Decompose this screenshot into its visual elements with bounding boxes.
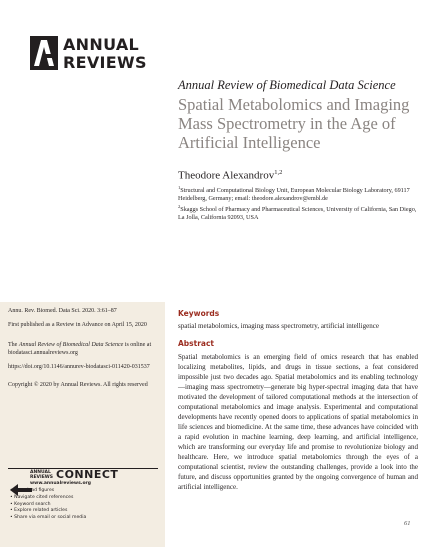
abstract-text: Spatial metabolomics is an emerging field of omics research that has enabled localizing metabolites, lipids, and drugs in tissue sections, a feat considered impossible just two decades ago. Spatial metabolomics and its enabling technology—imaging mass spectrometry—generate big hyper-spectral imaging data that have motivated the development of tailored computational methods at the intersection of computational metabolomics and image analysis. Experimental and computational developments have recently opened doors to applications of spatial metabolomics in life sciences and biomedicine. At the same time, these advances have coincided with a rapid evolution in machine learning, deep learning, and artificial intelligence, which are transforming our everyday life and promise to revolutionize biology and healthcare. Here, we introduce spatial metabolomics through the eyes of a computational scientist, review the outstanding challenges, provide a look into the future, and discuss opportunities granted by the ongoing convergence of human and artificial intelligence.	[178, 353, 418, 491]
first-published: First published as a Review in Advance on April 15, 2020	[8, 322, 147, 328]
author-name: Theodore Alexandrov	[178, 169, 275, 182]
affiliation-2-text: Skaggs School of Pharmacy and Pharmaceutical Sciences, University of California, San Diego, La Jolla, California 92093, USA	[178, 206, 417, 221]
connect-url[interactable]: www.annualreviews.org	[30, 481, 91, 486]
keywords-text: spatial metabolomics, imaging mass spectrometry, artificial intelligence	[178, 322, 379, 330]
connect-item-cited-references[interactable]: • Navigate cited references	[10, 495, 86, 502]
connect-brand-mid: REVIEWS	[30, 475, 53, 480]
annual-reviews-logo-icon	[30, 36, 58, 70]
author-line	[178, 169, 282, 182]
author-affiliation-marks: 1,2	[274, 169, 283, 176]
online-note-suffix: is online at biodatasci.annualreviews.org	[8, 342, 152, 356]
affiliation-2-mark: 2	[178, 204, 181, 209]
online-note-prefix: The	[8, 342, 19, 348]
affiliation-2	[178, 203, 418, 222]
journal-name: Annual Review of Biomedical Data Science	[178, 78, 396, 92]
connect-brand-small	[30, 470, 53, 480]
doi-link[interactable]: https://doi.org/10.1146/annurev-biodatasci-011420-031537	[8, 364, 150, 370]
citation: Annu. Rev. Biomed. Data Sci. 2020. 3:61–87	[8, 308, 117, 314]
connect-brand-top: ANNUAL	[30, 470, 51, 475]
connect-item-download-figures[interactable]: • Download figures	[10, 488, 86, 495]
affiliation-1-text: Structural and Computational Biology Unit, European Molecular Biology Laboratory, 69117 Heidelberg, Germany; email: theodore.alexandrov@embl.de	[178, 187, 410, 202]
connect-item-keyword-search[interactable]: • Keyword search	[10, 502, 86, 509]
logo-word-reviews: REVIEWS	[63, 53, 147, 72]
keywords-heading: Keywords	[178, 309, 220, 318]
connect-item-related-articles[interactable]: • Explore related articles	[10, 508, 86, 515]
affiliation-1	[178, 184, 418, 203]
article-title: Spatial Metabolomics and Imaging Mass Spectrometry in the Age of Artificial Intelligence	[178, 95, 410, 152]
copyright: Copyright © 2020 by Annual Reviews. All rights reserved	[8, 382, 148, 388]
page-number: 61	[404, 520, 411, 527]
connect-word: CONNECT	[56, 468, 119, 481]
logo-word-annual: ANNUAL	[63, 35, 140, 54]
abstract-heading: Abstract	[178, 339, 215, 348]
connect-item-share[interactable]: • Share via email or social media	[10, 515, 86, 522]
affiliation-1-mark: 1	[178, 185, 181, 190]
annual-reviews-logo	[30, 34, 155, 72]
connect-features-list	[10, 488, 86, 522]
online-note-journal: Annual Review of Biomedical Data Science	[18, 342, 124, 348]
online-note	[8, 342, 158, 357]
